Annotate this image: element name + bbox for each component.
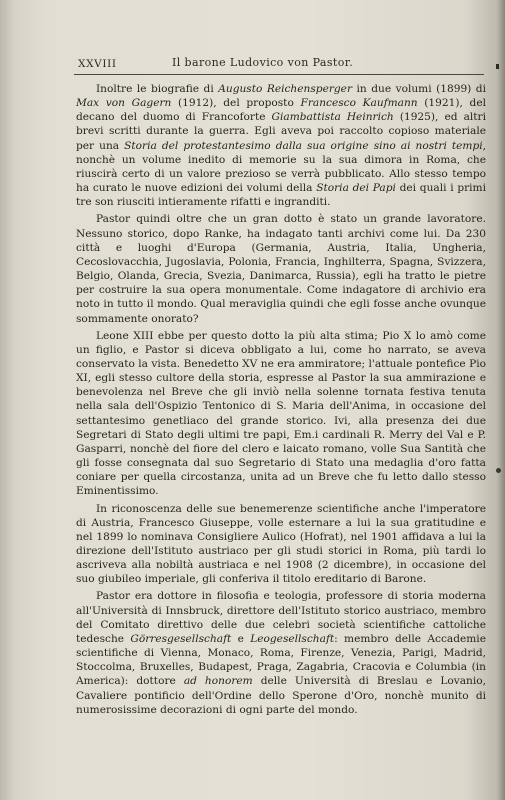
italic-run: Francesco Kaufmann <box>300 97 418 110</box>
text-run: e <box>231 632 251 645</box>
italic-run: ad honorem <box>183 675 253 688</box>
text-run: In riconoscenza delle sue benemerenze scientifiche anche l'imperatore di Austria, Francesco Giuseppe, volle esternare a lui la sua gratitudine e nel 1899 lo nominava Consigliere Aulico (Hofrat), nel 1901 affidava a lui la direzione dell'Istituto austriaco per gli studi storici in Roma, più tardi lo ascriveva alla nobiltà austriaca e nel 1908 (2 dicembre), in occasione del suo giubileo imperiale, gli conferiva il titolo ereditario di Barone. <box>76 502 486 586</box>
text-run: Pastor quindi oltre che un gran dotto è stato un grande lavoratore. Nessuno storico, dopo Ranke, ha indagato tanti archivi come lui. Da 230 città e luoghi d'Europa (Germania, Austria, Italia, Ungheria, Cecoslovacchia, Jugoslavia, Polonia, Francia, Inghilterra, Spagna, Svizzera, Belgio, Olanda, Grecia, Svezia, Danimarca, Russia), egli ha tratto le pietre per costruire la sua opera monumentale. Come indagatore di archivio era noto in tutto il mondo. Qual meraviglia quindi che egli fosse anche ovunque sommamente onorato? <box>76 213 486 325</box>
paragraph <box>76 589 486 716</box>
text-run: Inoltre le biografie di <box>96 83 219 95</box>
paragraph <box>76 502 486 587</box>
body-text <box>76 82 486 788</box>
header-rule <box>74 74 484 75</box>
text-run: Pastor era dottore in filosofia e teologia, professore di storia moderna all'Università di Innsbruck, direttore dell'Istituto storico austriaco, membro del Comitato direttivo delle due celebri società scientifiche cattoliche tedesche <box>76 590 486 645</box>
italic-run: Giambattista Heinrich <box>271 111 394 124</box>
text-run: delle Università di Breslau e Lovanio, Cavaliere pontificio dell'Ordine dello Sperone d'Oro, nonchè munito di numerosissime decorazioni di ogni parte del mondo. <box>76 675 486 716</box>
page-edge-shadow <box>497 0 505 800</box>
text-run: Leone XIII ebbe per questo dotto la più alta stima; Pio X lo amò come un figlio, e Pastor si diceva obbligato a lui, come ho narrato, se aveva conservato la vista. Benedetto XV ne era ammiratore; l'attuale pontefice Pio XI, egli stesso cultore della storia, espresse al Pastor la sua ammirazione e benevolenza nel Breve che gli inviò nella solenne tornata festiva tenuta nella sala dell'Ospizio Tentonico di S. Maria dell'Anima, in occasione del settantesimo genetliaco del grande storico. Ivi, alla presenza dei due Segretari di Stato degli ultimi tre papi, Em.i cardinali R. Merry del Val e P. Gasparri, nonchè del fiore del clero e laicato romano, volle Sua Santità che gli fosse consegnata dal suo Segretario di Stato una medaglia d'oro fatta coniare per quella circostanza, unita ad un Breve che fu letto dallo stesso Eminentissimo. <box>76 329 486 498</box>
text-run: dei quali i primi tre son riusciti intieramente rifatti e ingranditi. <box>76 182 486 209</box>
italic-run: Görresgesellschaft <box>130 632 232 645</box>
italic-run: Leogesellschaft <box>250 632 335 645</box>
running-title: Il barone Ludovico von Pastor. <box>172 56 354 69</box>
text-run: (1921), del decano del duomo di Francoforte <box>76 97 486 124</box>
text-run: in due volumi (1899) di <box>352 83 486 95</box>
italic-run: Storia dei Papi <box>316 182 396 195</box>
margin-spot <box>496 468 501 473</box>
page-number: XXVIII <box>78 58 117 70</box>
text-run: (1912), del proposto <box>171 97 301 110</box>
italic-run: Storia del protestantesimo dalla sua origine sino ai nostri tempi <box>124 139 483 152</box>
text-run: : membro delle Accademie scientifiche di Vienna, Monaco, Roma, Firenze, Venezia, Parigi, Madrid, Stoccolma, Bruxelles, Budapest, Praga, Zagabria, Cracovia e Columbia (in America): dottore <box>76 632 486 688</box>
italic-run: Augusto Reichensperger <box>218 83 353 95</box>
paragraph <box>76 82 486 209</box>
paragraph <box>76 212 486 325</box>
text-run: , nonchè un volume inedito di memorie su la sua dimora in Roma, che riuscirà certo di un valore prezioso se verrà pubblicato. Allo stesso tempo ha curato le nuove edizioni dei volumi della <box>76 139 486 195</box>
italic-run: Max von Gagern <box>76 97 172 110</box>
paragraph <box>76 329 486 499</box>
text-run: (1925), ed altri brevi scritti durante la guerra. Egli aveva poi raccolto copioso materiale per una <box>76 111 486 152</box>
margin-mark <box>496 64 499 69</box>
running-header <box>78 54 478 72</box>
